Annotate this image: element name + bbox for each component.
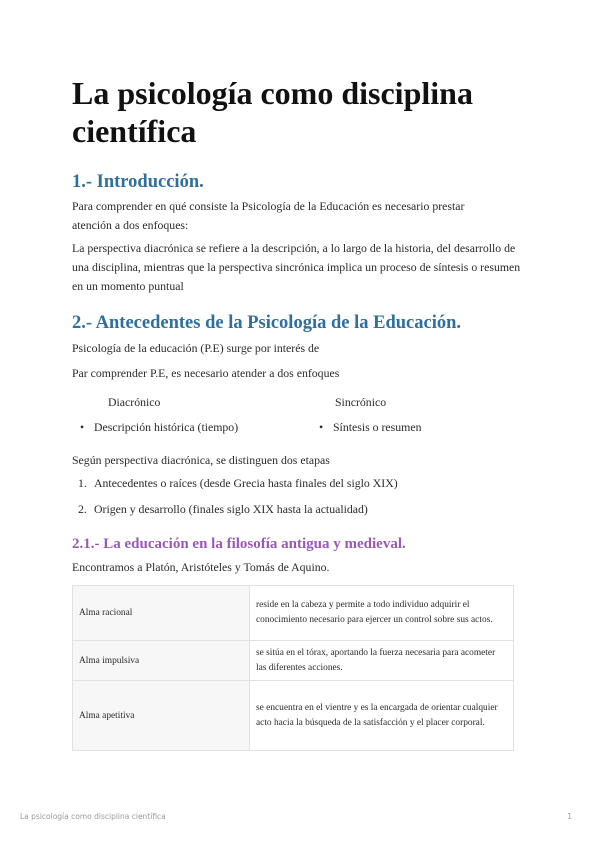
column-head-sincronico: Sincrónico [335, 395, 387, 409]
table-row [73, 641, 514, 681]
table-cell-alma: Alma racional [73, 586, 250, 641]
intro-paragraph-2: La perspectiva diacrónica se refiere a la descripción, a lo largo de la historia, del desarrollo de una disciplina, mientras que la perspectiva sincrónica implica un proceso de síntesis o resumen en un momento puntual [72, 241, 521, 293]
bullet-diacronico: • Descripción histórica (tiempo) [94, 420, 238, 435]
list-item-text: Antecedentes o raíces (desde Grecia hasta finales del siglo XIX) [94, 476, 398, 490]
section-heading-antecedentes: 2.- Antecedentes de la Psicología de la Educación. [72, 313, 461, 333]
page-footer [20, 812, 580, 821]
table-cell-desc: reside en la cabeza y permite a todo individuo adquirir el conocimiento necesario para ejercer un control sobre sus actos. [250, 586, 514, 641]
list-item [78, 476, 398, 491]
list-item-number: 2. [78, 502, 87, 516]
table-row [73, 586, 514, 641]
bullet-sincronico: • Síntesis o resumen [333, 420, 421, 435]
filosofia-paragraph-1: Encontramos a Platón, Aristóteles y Tomás de Aquino. [72, 560, 330, 574]
subsection-heading-filosofia: 2.1.- La educación en la filosofía antigua y medieval. [72, 536, 406, 552]
list-item [78, 502, 368, 517]
column-head-diacronico: Diacrónico [108, 395, 161, 409]
antecedentes-paragraph-3: Según perspectiva diacrónica, se distinguen dos etapas [72, 453, 330, 467]
intro-paragraph-1: Para comprender en qué consiste la Psicología de la Educación es necesario prestar atención a dos enfoques: [72, 199, 465, 232]
antecedentes-paragraph-1: Psicología de la educación (P.E) surge por interés de [72, 341, 320, 355]
section-heading-introduccion: 1.- Introducción. [72, 172, 204, 192]
table-cell-alma: Alma impulsiva [73, 641, 250, 681]
list-item-text: Origen y desarrollo (finales siglo XIX hasta la actualidad) [94, 502, 368, 516]
page-title: La psicología como disciplina científica [72, 75, 473, 149]
table-cell-desc: se sitúa en el tórax, aportando la fuerza necesaria para acometer las diferentes acciones. [250, 641, 514, 681]
list-item-number: 1. [78, 476, 87, 490]
table-cell-desc: se encuentra en el vientre y es la encargada de orientar cualquier acto hacia la búsqueda de la satisfacción y el placer corporal. [250, 681, 514, 751]
antecedentes-paragraph-2: Par comprender P.E, es necesario atender a dos enfoques [72, 366, 340, 380]
footer-title: La psicología como disciplina científica [20, 812, 166, 821]
almas-table [72, 585, 514, 751]
table-row [73, 681, 514, 751]
page-number: 1 [567, 812, 572, 821]
table-cell-alma: Alma apetitiva [73, 681, 250, 751]
